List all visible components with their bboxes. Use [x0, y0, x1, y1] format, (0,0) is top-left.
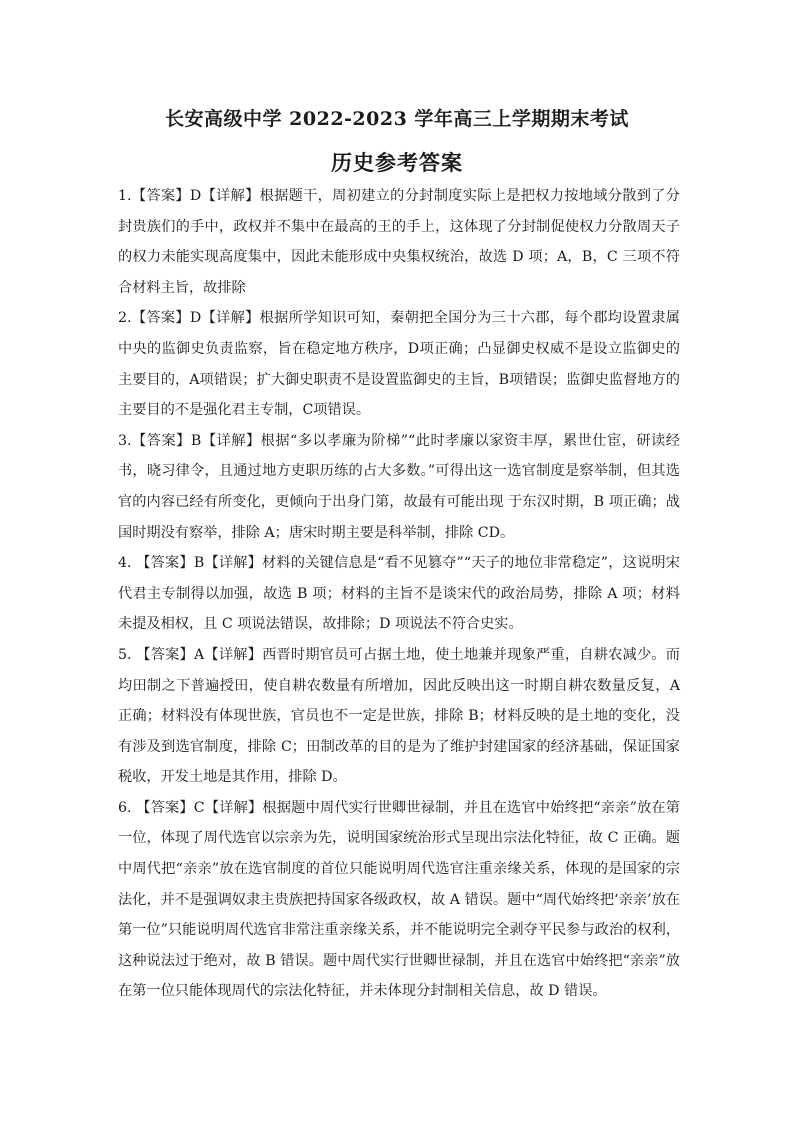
answer-item-2: 2.【答案】D【详解】根据所学知识可知，秦朝把全国分为三十六郡，每个郡均设置隶属中央的监御史负责监察，旨在稳定地方秩序，D项正确；凸显御史权威不是设立监御史的主要目的，A项错误；扩大御史职责不是设置监御史的主旨，B项错误；监御史监督地方的主要目的不是强化君主专制，C项错误。 — [118, 310, 680, 419]
answer-item-4: 4. 【答案】B【详解】材料的关键信息是“看不见篡夺”“天子的地位非常稳定”，这说明宋代君主专制得以加强，故选 B 项；材料的主旨不是谈宋代的政治局势，排除 A 项；材料未提及相权，且 C 项说法错误，故排除；D 项说法不符合史实。 — [118, 555, 680, 633]
answer-list — [118, 181, 680, 1007]
answer-item-3: 3.【答案】B【详解】根据“多以孝廉为阶梯”“此时孝廉以家资丰厚，累世仕宦，研读经书，晓习律令，且通过地方吏职历练的占大多数。”可得出这一选官制度是察举制，但其选官的内容已经有所变化，更倾向于出身门第，故最有可能出现 于东汉时期，B 项正确；战国时期没有察举，排除 A；唐宋时期主要是科举制，排除 CD。 — [118, 432, 680, 541]
answer-item-1: 1.【答案】D【详解】根据题干，周初建立的分封制度实际上是把权力按地域分散到了分封贵族们的手中，政权并不集中在最高的王的手上，这体现了分封制促使权力分散周天子的权力未能实现高度集中，因此未能形成中央集权统治，故选 D 项；A，B，C 三项不符合材料主旨，故排除 — [118, 188, 680, 296]
answer-item-6: 6. 【答案】C【详解】根据题中周代实行世卿世禄制，并且在选官中始终把“亲亲”放在第一位，体现了周代选官以宗亲为先，说明国家统治形式呈现出宗法化特征，故 C 正确。题中周代把“亲亲”放在选官制度的首位只能说明周代选官注重亲缘关系，体现的是国家的宗法化，并不是强调奴隶主贵族把持国家各级政权，故 A 错误。题中“周代始终把‘亲亲’放在第一位”只能说明周代选官非常注重亲缘关系，并不能说明完全剥夺平民参与政治的权利，这种说法过于绝对，故 B 错误。题中周代实行世卿世禄制，并且在选官中始终把“亲亲”放在第一位只能体现周代的宗法化特征，并未体现分封制相关信息，故 D 错误。 — [118, 799, 680, 1000]
answer-key-title: 历史参考答案 — [331, 150, 463, 175]
exam-title: 长安高级中学 2022-2023 学年高三上学期期末考试 — [165, 108, 629, 130]
answer-item-5: 5. 【答案】A【详解】西晋时期官员可占据土地，使土地兼并现象严重，自耕农减少。而均田制之下普遍授田，使自耕农数量有所增加，因此反映出这一时期自耕农数量反复，A 正确；材料没有体现世族，官员也不一定是世族，排除 B；材料反映的是土地的变化，没有涉及到选官制度，排除 C；田制改革的目的是为了维护封建国家的经济基础，保证国家税收，开发土地是其作用，排除 D。 — [118, 646, 680, 786]
